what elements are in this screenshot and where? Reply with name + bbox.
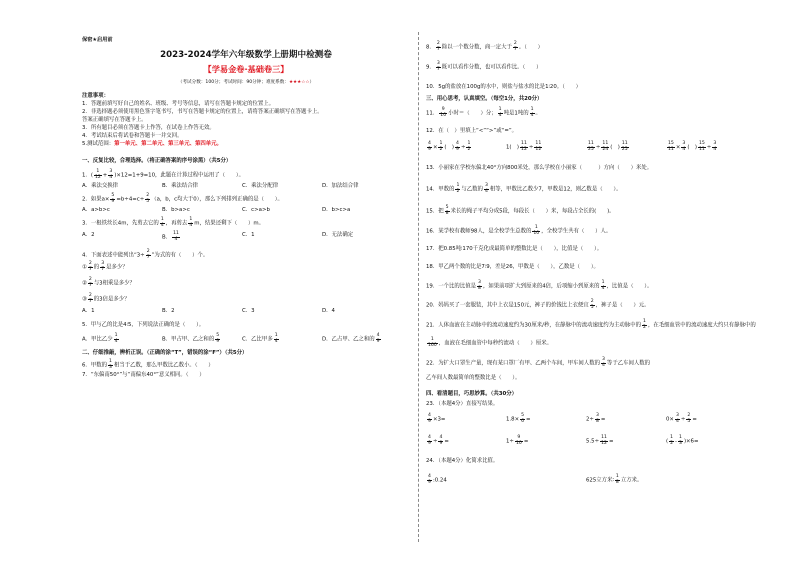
question-21-cont: $\frac{1}{160}$ ，血液在毛细血管中每秒约流动（ ）厘米。 xyxy=(428,337,552,348)
fraction: $\frac{9}{10}$ xyxy=(440,107,447,118)
fraction: $\frac{4}{9}$ xyxy=(428,435,431,446)
fraction: $\frac{5}{9}$ xyxy=(111,193,115,204)
question-11: 11． $\frac{9}{10}$ 小时＝（ ）分； $\frac{1}{4}$ 吨是1吨的 $\frac{1}{4}$ 。 xyxy=(426,107,541,118)
fraction: $\frac{11}{24}$ xyxy=(602,141,609,152)
question-4-options: A．1 B．2 C．3 D．4 xyxy=(82,308,335,314)
fraction: $\frac{11}{12}$ xyxy=(535,141,542,152)
question-18: 18．甲乙两个数的比是7∶9，差是26，甲数是（ ），乙数是（ ）。 xyxy=(426,264,599,270)
fraction: $\frac{4}{9}$ xyxy=(428,474,431,485)
question-4-item-1: ① $\frac{2}{7}$ 的 $\frac{3}{7}$ 是多少？ xyxy=(82,261,128,272)
fraction: $\frac{11}{25}$ xyxy=(588,141,594,152)
fraction: $\frac{3}{7}$ xyxy=(101,261,105,272)
notes-heading: 注意事项： xyxy=(82,93,109,99)
fraction: $\frac{2}{7}$ xyxy=(146,249,150,260)
fraction: $\frac{1}{4}$ xyxy=(189,217,193,228)
question-23-row-1: $\frac{4}{9}$ ×3= 1.8× $\frac{5}{6}$ = 2÷ $\frac{3}{8}$ = 0× $\frac{3}{4}$ ÷ $\frac{2}{5}$ = xyxy=(428,413,697,424)
question-12-comparisons: $\frac{4}{9}$ × $\frac{1}{2}$ ( ) $\frac{4}{9}$ ÷ $\frac{1}{2}$ 1( ) $\frac{11}{12}$ ÷ $\frac{11}{12}$ $\frac{11}{25}$ ÷ $\frac{11}{24}$ ( ) $\frac{11}{25}$ $\frac{15}{11}$ × $\frac{3}{4}$ ( ) $\frac{15}{11}$ ÷ $\frac{3}{4}$ xyxy=(428,141,717,152)
question-12: 12．在（ ）里填上“<”“>”或“=”。 xyxy=(426,128,518,134)
fraction: $\frac{3}{4}$ xyxy=(713,141,717,152)
question-20: 20．妈妈买了一套服装，其中上衣是150元，裤子的价钱比上衣便宜 $\frac{2}{5}$ ，裤子是（ ）元。 xyxy=(426,299,650,310)
question-5-options: A．甲比乙少 $\frac{1}{4}$ B．甲占甲、乙之和的 $\frac{5}{9}$ C．乙比甲多 $\frac{1}{4}$ D．乙占甲、乙之和的 $\frac{4}{9}$ xyxy=(82,333,380,344)
fraction: $\frac{3}{4}$ xyxy=(109,169,113,180)
question-17: 17．把0.85吨∶170千克化成最简单的整数比是（ ），比值是（ ）。 xyxy=(426,246,603,252)
exam-subtitle: 【学易金卷·基础卷三】 xyxy=(203,64,289,74)
section3-heading: 三、用心思考，认真填空。（每空1分，共20分） xyxy=(426,96,543,102)
question-22: 22．为扩大口罩生产量，现有某口罩厂有甲、乙两个车间，甲车间人数的 $\frac{3}{4}$ 等于乙车间人数的 xyxy=(426,357,651,368)
fraction: $\frac{3}{8}$ xyxy=(478,280,481,291)
fraction: $\frac{4}{9}$ xyxy=(376,333,380,344)
difficulty-stars: ★★★☆☆ xyxy=(288,80,310,85)
fraction: $\frac{5}{8}$ xyxy=(445,205,449,216)
fraction: $\frac{3}{4}$ xyxy=(675,413,679,424)
fraction: $\frac{2}{7}$ xyxy=(513,41,517,52)
question-1-options: A．乘法交换律 B．乘法结合律 C．乘法分配律 D．加法结合律 xyxy=(82,183,359,189)
fraction: $\frac{1}{4}$ xyxy=(601,280,605,291)
fraction: $\frac{3}{7}$ xyxy=(436,61,440,72)
confidential-label: 保密★启用前 xyxy=(82,37,113,43)
fraction: $\frac{1}{3}$ xyxy=(109,359,112,370)
fraction: $\frac{1}{12}$ xyxy=(94,169,101,180)
fraction: $\frac{15}{11}$ xyxy=(668,141,674,152)
fraction: $\frac{1}{4}$ xyxy=(274,333,278,344)
fraction: $\frac{3}{4}$ xyxy=(601,357,605,368)
fraction: $\frac{5}{6}$ xyxy=(521,413,525,424)
fraction: $\frac{4}{9}$ xyxy=(456,141,459,152)
fraction: $\frac{1}{2}$ xyxy=(467,141,471,152)
question-10: 10．5g的盐放在100g的水中，则盐与盐水的比是1∶20。（ ） xyxy=(426,84,582,90)
question-3-options: A．2 B． $\frac{11}{4}$ C．1 D．无法确定 xyxy=(82,231,354,242)
question-21: 21．人体血液在主动脉中的流动速度约为30厘米/秒，在静脉中的流动速度约为主动脉中的 $\frac{1}{2}$ ，在毛细血管中的流动速度大约只有静脉中的 xyxy=(426,319,756,330)
question-23: 23．（本题4分）直接写结果。 xyxy=(426,401,499,407)
section2-heading: 二、仔细推敲，辨析正误。（正确的涂“T”，错误的涂“F”）（共5分） xyxy=(82,350,248,356)
fraction: $\frac{5}{9}$ xyxy=(216,333,220,344)
fraction: $\frac{3}{4}$ xyxy=(484,183,488,194)
fraction: $\frac{3}{8}$ xyxy=(595,413,599,424)
question-1: 1．( $\frac{1}{12}$ + $\frac{3}{4}$ )×12=1+9=10，此题在计算过程中运用了（ ）。 xyxy=(82,169,244,180)
fraction: $\frac{1}{4}$ xyxy=(498,107,502,118)
fraction: $\frac{2}{5}$ xyxy=(146,193,150,204)
fraction: $\frac{2}{5}$ xyxy=(590,299,594,310)
question-24: 24．（本题4分）化简求比值。 xyxy=(426,458,499,464)
section1-heading: 一、反复比较，合理选择。（将正确答案的序号涂黑）（共5分） xyxy=(82,158,232,164)
fraction: $\frac{15}{11}$ xyxy=(698,141,705,152)
fraction: $\frac{11}{12}$ xyxy=(521,141,527,152)
fraction: $\frac{11}{12}$ xyxy=(601,435,607,446)
question-2: 2．如果a× $\frac{5}{9}$ =b÷4=c÷ $\frac{2}{5}$ （a，b，c均大于0），那么下列排列正确的是（ ）。 xyxy=(82,193,283,204)
fraction: $\frac{1}{2}$ xyxy=(439,141,443,152)
test-scope: 第一单元、第二单元、第三单元、第四单元。 xyxy=(114,141,222,147)
fraction: $\frac{4}{9}$ xyxy=(428,413,431,424)
fraction: $\frac{1}{4}$ xyxy=(160,217,164,228)
question-7: 7．“东偏南50°”与“南偏东40°”意义相同。（ ） xyxy=(82,372,205,378)
question-13: 13．小丽家在学校东偏北40°方向800米处，那么学校在小丽家（ ）方向（ ）米处。 xyxy=(426,165,653,171)
exam-meta: （考试分数：100分；考试时间：90分钟；难度系数：★★★☆☆） xyxy=(177,80,315,85)
note-2-cont: 答案正确填写在答题卡上。 xyxy=(82,117,147,123)
question-15: 15．把 $\frac{5}{8}$ 米长的绳子平均分成5段，每段长（ ）米，每段占全长的( )。 xyxy=(426,205,615,216)
question-5: 5．甲与乙的比是4∶5，下列说法正确的是（ ）。 xyxy=(82,322,205,328)
fraction: $\frac{1}{2}$ xyxy=(456,183,460,194)
fraction: $\frac{1}{2}$ xyxy=(670,435,674,446)
question-22-cont: 乙车间人数最简单的整数比是（ ）。 xyxy=(426,375,521,381)
question-14: 14．甲数的 $\frac{1}{2}$ 与乙数的 $\frac{3}{4}$ 相等，甲数比乙数少7，甲数是12，则乙数是（ ）。 xyxy=(426,183,622,194)
fraction: $\frac{1}{4}$ xyxy=(114,333,118,344)
question-2-options: A．a>b>c B．b>a>c C．c>a>b D．b>c>a xyxy=(82,207,351,213)
note-3: 3．所有题目必须在答题卡上作答，在试卷上作答无效。 xyxy=(82,125,215,131)
question-23-row-2: $\frac{4}{9}$ ÷ $\frac{4}{9}$ = 1÷ $\frac{9}{10}$ = 5.5÷ $\frac{11}{12}$ = ( $\frac{1}{2}$ - $\frac{1}{3}$ )×6= xyxy=(428,435,699,446)
note-4: 4．考试结束后将试卷和答题卡一并交回。 xyxy=(82,133,183,139)
fraction: $\frac{11}{4}$ xyxy=(173,231,179,242)
fraction: $\frac{11}{25}$ xyxy=(621,141,628,152)
note-2: 2．非选择题必须使用黑色签字笔书写，书写在答题卡规定的位置上，请将答案正确填写在答题卡上。 xyxy=(82,109,323,115)
fraction: $\frac{2}{7}$ xyxy=(436,41,440,52)
fraction: $\frac{4}{9}$ xyxy=(428,141,431,152)
fraction: $\frac{9}{10}$ xyxy=(515,435,522,446)
note-5: 5.测试范围：第一单元、第二单元、第三单元、第四单元。 xyxy=(82,141,222,147)
fraction: $\frac{1}{2}$ xyxy=(643,319,646,330)
fraction: $\frac{1}{160}$ xyxy=(428,337,437,348)
question-4-item-3: ③ $\frac{2}{7}$ 的3倍是多少？ xyxy=(82,293,130,304)
question-8: 8． $\frac{2}{7}$ 除以一个数分数，商一定大于 $\frac{2}{7}$ 。（ ） xyxy=(426,41,544,52)
fraction: $\frac{2}{5}$ xyxy=(687,413,691,424)
fraction: $\frac{1}{8}$ xyxy=(615,474,619,485)
question-9: 9． $\frac{3}{7}$ 既可以看作分数，也可以看作比。（ ） xyxy=(426,61,542,72)
question-4: 4．下面表述中能列出“3÷ $\frac{2}{7}$ ”为式的有（ ）个。 xyxy=(82,249,209,260)
note-1: 1．答题前填写好自己的姓名、班级、考号等信息，请写在答题卡规定的位置上。 xyxy=(82,101,275,107)
fraction: $\frac{3}{4}$ xyxy=(682,141,686,152)
exam-title: 2023-2024学年六年级数学上册期中检测卷 xyxy=(160,50,332,60)
question-16: 16．某学校有教师98人，是全校学生总数的 $\frac{1}{10}$ ，全校学生共有（ ）人。 xyxy=(426,225,612,236)
question-4-item-2: ② $\frac{2}{7}$ 与3相乘是多少？ xyxy=(82,277,135,288)
fraction: $\frac{1}{10}$ xyxy=(533,225,540,236)
column-divider xyxy=(418,32,419,542)
fraction: $\frac{1}{4}$ xyxy=(530,107,534,118)
fraction: $\frac{2}{7}$ xyxy=(88,277,92,288)
section4-heading: 四、看清题目，巧思妙算。（共30分） xyxy=(426,391,518,397)
question-19: 19．一个比的比值是 $\frac{3}{8}$ ，如果前项扩大到原来的4倍，后项缩小到原来的 $\frac{1}{4}$ ，比值是（ ）。 xyxy=(426,280,653,291)
question-3: 3．一根铁丝长4m，先剪去它的 $\frac{1}{4}$ ，再剪去 $\frac{1}{4}$ m，结果还剩下（ ）m。 xyxy=(82,217,265,228)
fraction: $\frac{2}{7}$ xyxy=(88,261,92,272)
fraction: $\frac{2}{7}$ xyxy=(88,293,92,304)
question-24-items: $\frac{4}{9}$ :0.24 625立方米∶ $\frac{1}{8}$ 立方米。 xyxy=(428,474,643,485)
question-6: 6．甲数的 $\frac{1}{3}$ 相当于乙数，那么甲数比乙数小。（ ） xyxy=(82,359,214,370)
fraction: $\frac{4}{9}$ xyxy=(439,435,443,446)
fraction: $\frac{1}{3}$ xyxy=(679,435,682,446)
